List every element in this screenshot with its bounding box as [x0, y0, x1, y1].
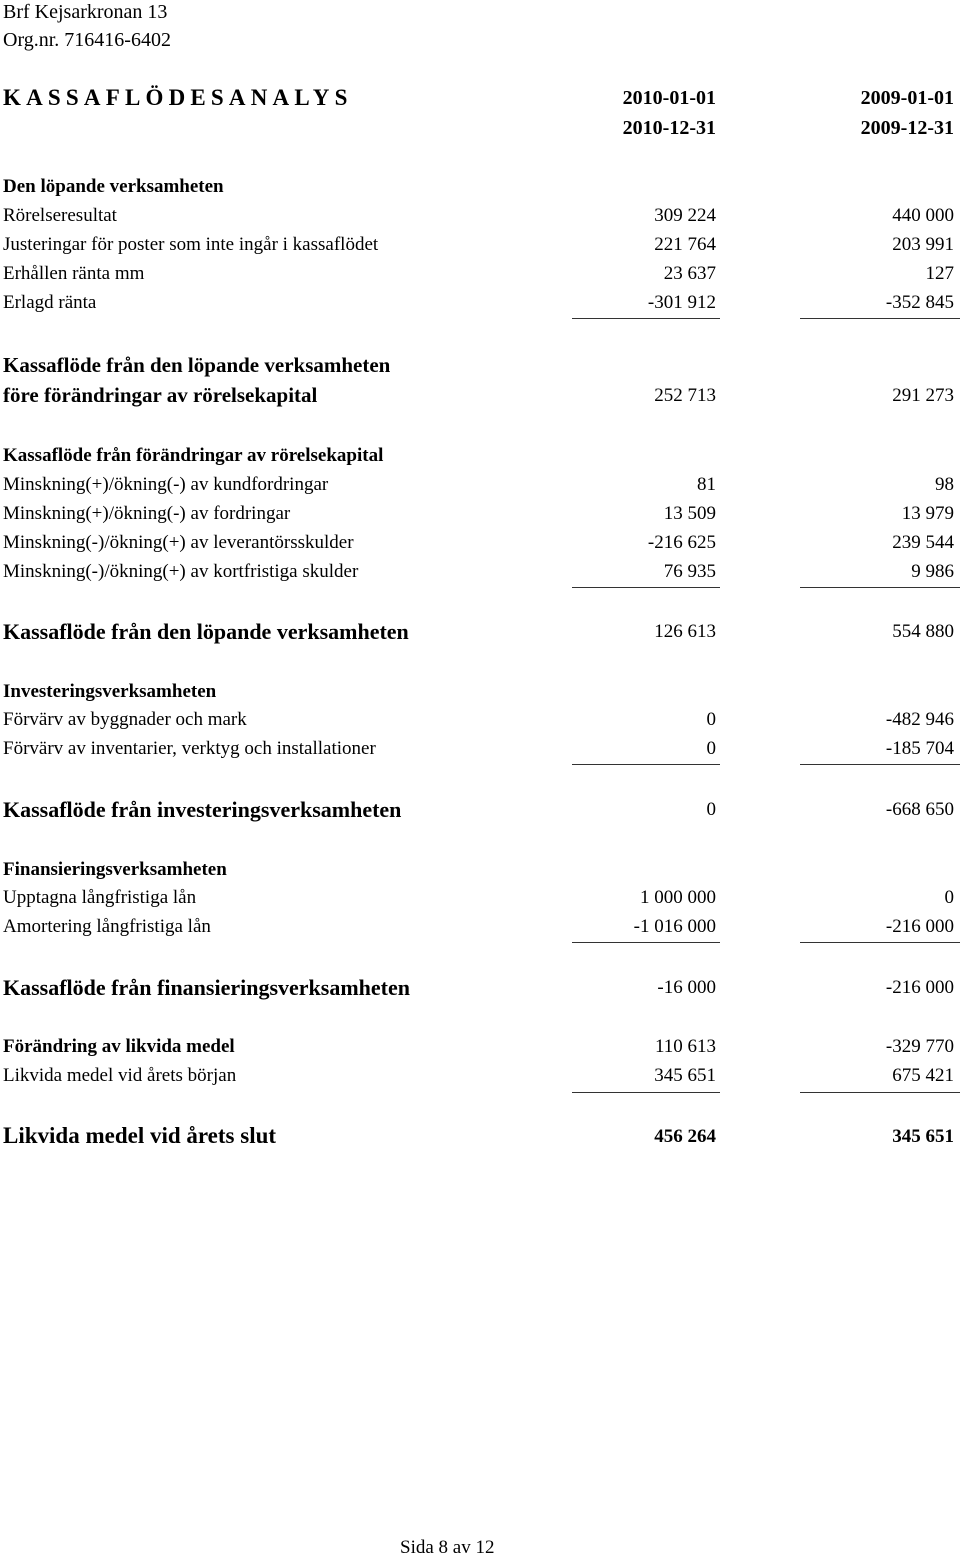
- col-2010-from: 2010-01-01: [622, 87, 716, 109]
- table-row: [0, 474, 960, 500]
- value-2010: -1 016 000: [633, 916, 716, 937]
- row-label: Justeringar för poster som inte ingår i kassaflödet: [3, 234, 379, 255]
- total-label-financing: Kassaflöde från finansieringsverksamheten: [3, 975, 410, 1000]
- value-2010: 345 651: [654, 1065, 716, 1086]
- col-2009-from: 2009-01-01: [860, 87, 954, 109]
- subtotal-label-line1: Kassaflöde från den löpande verksamheten: [3, 353, 391, 377]
- row-label: Minskning(+)/ökning(-) av fordringar: [3, 503, 291, 524]
- table-row: [0, 292, 960, 318]
- row-label: Likvida medel vid årets början: [3, 1065, 237, 1086]
- row-label: Minskning(+)/ökning(-) av kundfordringar: [3, 474, 329, 495]
- sum-underline: [800, 318, 960, 319]
- page-title: KASSAFLÖDESANALYS: [3, 85, 353, 110]
- org-number: Org.nr. 716416-6402: [3, 29, 171, 51]
- sum-underline: [572, 587, 720, 588]
- row-label: Upptagna långfristiga lån: [3, 887, 197, 908]
- value-2009: 239 544: [892, 532, 954, 553]
- table-row: [0, 263, 960, 289]
- table-row: [0, 916, 960, 942]
- table-row: [0, 561, 960, 587]
- value-2009: -352 845: [885, 292, 954, 313]
- value-2010: 1 000 000: [640, 887, 716, 908]
- sum-underline: [572, 764, 720, 765]
- value-2009: 440 000: [892, 205, 954, 226]
- value-2010: 81: [697, 474, 716, 495]
- closing-cash-label: Likvida medel vid årets slut: [3, 1123, 277, 1148]
- table-row: [0, 887, 960, 913]
- section-heading-financing: Finansieringsverksamheten: [3, 859, 227, 880]
- value-2010: 221 764: [654, 234, 716, 255]
- subtotal-label-line2: före förändringar av rörelsekapital: [3, 383, 318, 407]
- row-label: Erlagd ränta: [3, 292, 97, 313]
- row-label: Förvärv av byggnader och mark: [3, 709, 247, 730]
- table-row: [0, 1065, 960, 1091]
- value-2009: 98: [935, 474, 954, 495]
- value-2009: 127: [925, 263, 954, 284]
- section-heading-investing: Investeringsverksamheten: [3, 681, 217, 702]
- value-2009: 13 979: [901, 503, 954, 524]
- row-label: Amortering långfristiga lån: [3, 916, 211, 937]
- total-value-2009: -216 000: [885, 977, 954, 998]
- table-row: [0, 205, 960, 231]
- subtotal-value-2009: 291 273: [892, 385, 954, 406]
- row-label: Förvärv av inventarier, verktyg och installationer: [3, 738, 376, 759]
- row-label: Minskning(-)/ökning(+) av leverantörsskulder: [3, 532, 354, 553]
- sum-underline: [800, 587, 960, 588]
- table-row: [0, 1036, 960, 1062]
- row-label: Rörelseresultat: [3, 205, 117, 226]
- value-2009: 675 421: [892, 1065, 954, 1086]
- value-2010: 23 637: [663, 263, 716, 284]
- sum-underline: [572, 942, 720, 943]
- table-row: [0, 532, 960, 558]
- closing-cash-2009: 345 651: [892, 1126, 954, 1147]
- value-2010: 13 509: [663, 503, 716, 524]
- value-2010: 110 613: [654, 1036, 716, 1057]
- value-2009: -329 770: [885, 1036, 954, 1057]
- value-2010: -301 912: [647, 292, 716, 313]
- total-value-2009: 554 880: [892, 621, 954, 642]
- section-heading-operating: Den löpande verksamheten: [3, 176, 224, 197]
- table-row: [0, 738, 960, 764]
- table-row: [0, 709, 960, 735]
- subtotal-value-2010: 252 713: [654, 385, 716, 406]
- closing-cash-2010: 456 264: [654, 1126, 716, 1147]
- sum-underline: [800, 942, 960, 943]
- value-2009: -482 946: [885, 709, 954, 730]
- value-2010: 309 224: [654, 205, 716, 226]
- col-2010-to: 2010-12-31: [622, 117, 716, 139]
- value-2009: 203 991: [892, 234, 954, 255]
- total-value-2010: 126 613: [654, 621, 716, 642]
- company-name: Brf Kejsarkronan 13: [3, 1, 168, 23]
- total-value-2010: -16 000: [657, 977, 716, 998]
- value-2010: 0: [706, 709, 716, 730]
- section-heading-working-capital: Kassaflöde från förändringar av rörelsekapital: [3, 445, 384, 466]
- value-2009: -185 704: [885, 738, 954, 759]
- table-row: [0, 234, 960, 260]
- value-2009: -216 000: [885, 916, 954, 937]
- total-label-operating: Kassaflöde från den löpande verksamheten: [3, 619, 409, 644]
- sum-underline: [572, 1092, 720, 1093]
- sum-underline: [800, 1092, 960, 1093]
- total-value-2009: -668 650: [885, 799, 954, 820]
- value-2010: -216 625: [647, 532, 716, 553]
- total-value-2010: 0: [706, 799, 716, 820]
- total-label-investing: Kassaflöde från investeringsverksamheten: [3, 797, 402, 822]
- value-2009: 9 986: [911, 561, 954, 582]
- sum-underline: [572, 318, 720, 319]
- col-2009-to: 2009-12-31: [860, 117, 954, 139]
- sum-underline: [800, 764, 960, 765]
- row-label: Erhållen ränta mm: [3, 263, 145, 284]
- page-number: Sida 8 av 12: [400, 1537, 495, 1558]
- row-label: Förändring av likvida medel: [3, 1036, 235, 1057]
- value-2010: 0: [706, 738, 716, 759]
- row-label: Minskning(-)/ökning(+) av kortfristiga skulder: [3, 561, 359, 582]
- value-2009: 0: [944, 887, 954, 908]
- table-row: [0, 503, 960, 529]
- value-2010: 76 935: [663, 561, 716, 582]
